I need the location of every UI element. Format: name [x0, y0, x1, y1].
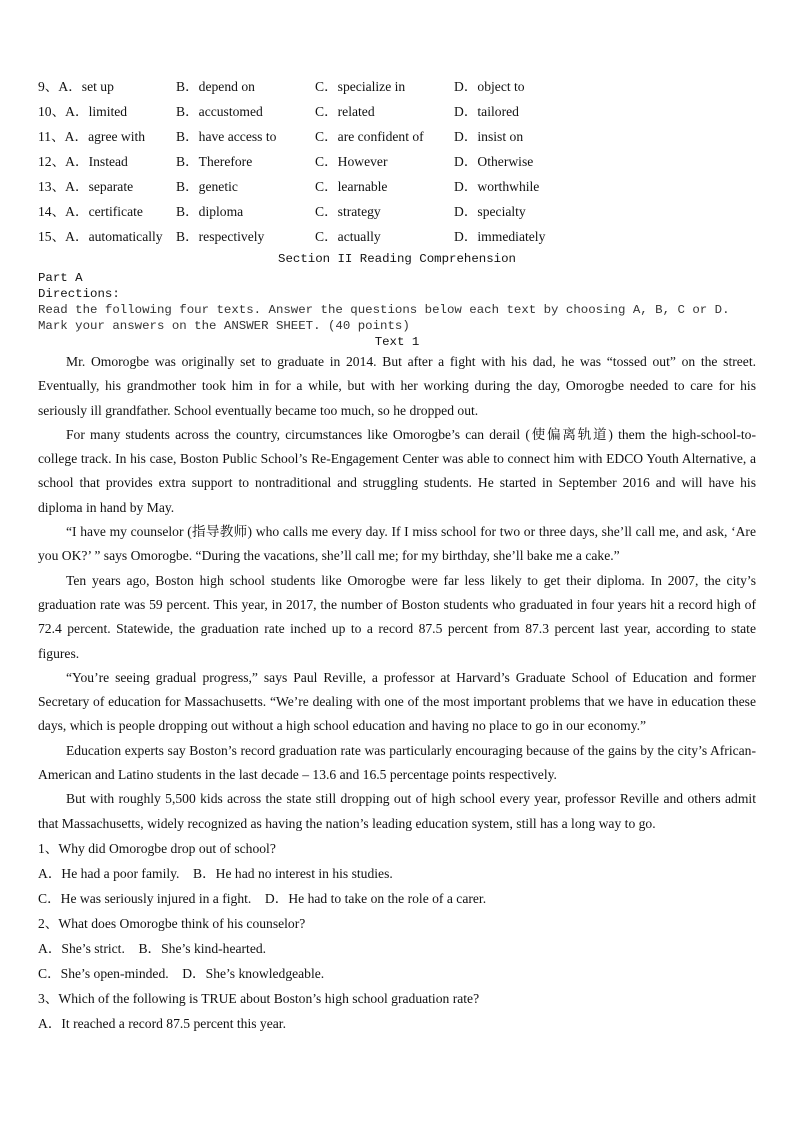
option-d: D．specialty: [454, 204, 526, 219]
option-b: B．respectively: [176, 229, 265, 244]
options-row: [38, 74, 756, 99]
option-a: 15、A．automatically: [38, 229, 163, 244]
directions-label: Directions:: [38, 287, 120, 301]
paragraph: Ten years ago, Boston high school students like Omorogbe were far less likely to get their diploma. In 2007, the city’s graduation rate was 59 percent. This year, in 2017, the number of Boston students who graduated in four years hit a record high of 72.4 percent. Statewide, the graduation rate inched up to a record 87.5 percent from 87.3 percent last year, according to state figures.: [38, 572, 756, 661]
option-c: C．strategy: [315, 204, 381, 219]
option-d: D．Otherwise: [454, 154, 534, 169]
question-choices: C．She’s open-minded. D．She’s knowledgeable.: [38, 965, 325, 981]
option-b: B．diploma: [176, 204, 244, 219]
text-title: Text 1: [374, 335, 420, 349]
option-b: B．genetic: [176, 179, 238, 194]
question-stem: 2、What does Omorogbe think of his counselor?: [38, 915, 306, 931]
option-d: D．insist on: [454, 129, 524, 144]
option-c: C．learnable: [315, 179, 388, 194]
paragraph: But with roughly 5,500 kids across the state still dropping out of high school every year, professor Reville and others admit that Massachusetts, widely recognized as having the nation’s leading education system, still has a long way to go.: [38, 791, 756, 831]
option-c: C．However: [315, 154, 388, 169]
option-c: C．actually: [315, 229, 381, 244]
option-a: 12、A．Instead: [38, 154, 128, 169]
option-b: B．accustomed: [176, 104, 263, 119]
options-row: [38, 224, 756, 249]
options-row: [38, 124, 756, 149]
question-choices: A．She’s strict. B．She’s kind-hearted.: [38, 940, 267, 956]
directions-text: Read the following four texts. Answer the questions below each text by choosing A, B, C or D. Mark your answers on the ANSWER SHEET. (40 points): [38, 303, 730, 333]
questions: [38, 836, 756, 1036]
options-row: [38, 99, 756, 124]
option-a: 13、A．separate: [38, 179, 134, 194]
section-title: Section II Reading Comprehension: [278, 252, 516, 266]
option-d: D．tailored: [454, 104, 519, 119]
paragraph: “I have my counselor (指导教师) who calls me every day. If I miss school for two or three days, she’ll call me, and ask, ‘Are you OK?’ ” says Omorogbe. “During the vacations, she’ll call me; for my birthday, she’ll bake me a cake.”: [38, 524, 756, 564]
options-table: [38, 74, 756, 249]
paragraph: “You’re seeing gradual progress,” says Paul Reville, a professor at Harvard’s Graduate School of Education and former Secretary of education for Massachusetts. “We’re dealing with one of the most important problems that we have in education these days, which is people dropping out without a high school education and having no place to go in our economy.”: [38, 669, 756, 734]
option-c: C．specialize in: [315, 79, 406, 94]
passage: [38, 350, 756, 836]
option-a: 14、A．certificate: [38, 204, 143, 219]
option-b: B．depend on: [176, 79, 255, 94]
question-choices: A．It reached a record 87.5 percent this year.: [38, 1015, 286, 1031]
option-c: C．are confident of: [315, 129, 424, 144]
paragraph: Education experts say Boston’s record graduation rate was particularly encouraging because of the gains by the city’s African-American and Latino students in the last decade – 13.6 and 16.5 percentage points respectively.: [38, 742, 756, 783]
option-d: D．worthwhile: [454, 179, 540, 194]
paragraph: For many students across the country, circumstances like Omorogbe’s can derail (使偏离轨道) them the high-school-to-college track. In his case, Boston Public School’s Re-Engagement Center was able to connect him with EDCO Youth Alternative, a school that provides extra support to nontraditional and struggling students. He started in September 2016 and will have his diploma in hand by May.: [38, 426, 756, 515]
question-choices: A．He had a poor family. B．He had no interest in his studies.: [38, 865, 393, 881]
option-b: B．Therefore: [176, 154, 253, 169]
paragraph: Mr. Omorogbe was originally set to graduate in 2014. But after a fight with his dad, he was “tossed out” on the street. Eventually, his grandmother took him in for a while, but with her working during the day, Omorogbe needed to care for his seriously ill grandfather. School eventually became too much, so he dropped out.: [38, 354, 756, 418]
question-stem: 1、Why did Omorogbe drop out of school?: [38, 840, 276, 856]
options-row: [38, 199, 756, 224]
part-label: Part A: [38, 271, 83, 285]
option-c: C．related: [315, 104, 375, 119]
options-row: [38, 174, 756, 199]
question-choices: C．He was seriously injured in a fight. D．He had to take on the role of a carer.: [38, 890, 487, 906]
option-d: D．immediately: [454, 229, 546, 244]
options-row: [38, 149, 756, 174]
option-a: 11、A．agree with: [38, 129, 146, 144]
option-a: 10、A．limited: [38, 104, 128, 119]
option-a: 9、A．set up: [38, 79, 114, 94]
question-stem: 3、Which of the following is TRUE about Boston’s high school graduation rate?: [38, 990, 480, 1006]
document-page: [38, 74, 756, 1036]
option-d: D．object to: [454, 79, 525, 94]
option-b: B．have access to: [176, 129, 277, 144]
